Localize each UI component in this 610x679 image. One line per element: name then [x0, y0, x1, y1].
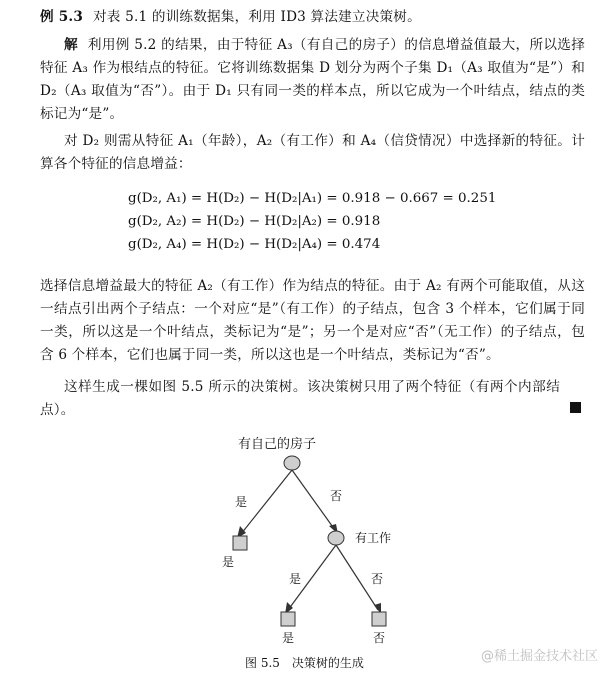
solution-text-4: 这样生成一棵如图 5.5 所示的决策树。该决策树只用了两个特征（有两个内部结点）。 — [40, 379, 560, 418]
solution-text-3: 选择信息增益最大的特征 A₂（有工作）作为结点的特征。由于 A₂ 有两个可能取值，从这一结点引出两个子结点：一个对应“是”（有工作）的子结点，包含 3 个样本，它们属于同一类，所以这是一个叶结点，类标记为“是”；另一个是对应“否”（无工作）的子结点，包含 6 个样本，它们也属于同一类，所以这也是一个叶结点，类标记为“否”。 — [40, 278, 585, 363]
edge-root-to-leaf-yes — [241, 470, 292, 534]
internal-no-edge-label: 否 — [371, 572, 384, 586]
solution-text-1: 利用例 5.2 的结果，由于特征 A₃（有自己的房子）的信息增益值最大，所以选择特征 A₃ 作为根结点的特征。它将训练数据集 D 划分为两个子集 D₁（A₃ 取值为“是”）和 D₂（A₃ 取值为“否”）。由于 D₁ 只有同一类的样本点，所以它成为一个叶结点，结点的类标记为“是”。 — [40, 37, 585, 122]
leaf-node-2 — [281, 612, 295, 626]
leaf-1-label: 是 — [222, 555, 235, 569]
root-node-label: 有自己的房子 — [238, 437, 317, 452]
internal-yes-edge-label: 是 — [289, 572, 302, 586]
watermark: @稀土掘金技术社区 — [480, 649, 598, 664]
root-no-edge-label: 否 — [330, 489, 343, 503]
leaf-node-1 — [233, 536, 247, 550]
leaf-node-3 — [372, 612, 386, 626]
figure-caption: 图 5.5 决策树的生成 — [245, 656, 364, 670]
equation-line: g(D₂, A₁) = H(D₂) − H(D₂|A₁) = 0.918 − 0.667 = 0.251 — [128, 191, 497, 206]
root-node — [284, 456, 300, 470]
leaf-2-label: 是 — [282, 631, 295, 645]
equation-line: g(D₂, A₄) = H(D₂) − H(D₂|A₄) = 0.474 — [128, 237, 381, 252]
internal-node — [328, 531, 344, 545]
leaf-3-label: 否 — [373, 631, 386, 645]
solution-label: 解 — [64, 37, 78, 53]
edge-root-to-internal — [292, 470, 335, 530]
equation-line: g(D₂, A₂) = H(D₂) − H(D₂|A₂) = 0.918 — [128, 214, 381, 229]
root-yes-edge-label: 是 — [235, 495, 248, 509]
example-label: 例 5.3 — [40, 9, 83, 25]
example-title: 对表 5.1 的训练数据集，利用 ID3 算法建立决策树。 — [92, 9, 421, 25]
solution-text-2: 对 D₂ 则需从特征 A₁（年龄），A₂（有工作）和 A₄（信贷情况）中选择新的特征。计算各个特征的信息增益： — [40, 133, 585, 172]
internal-node-label: 有工作 — [355, 531, 392, 545]
